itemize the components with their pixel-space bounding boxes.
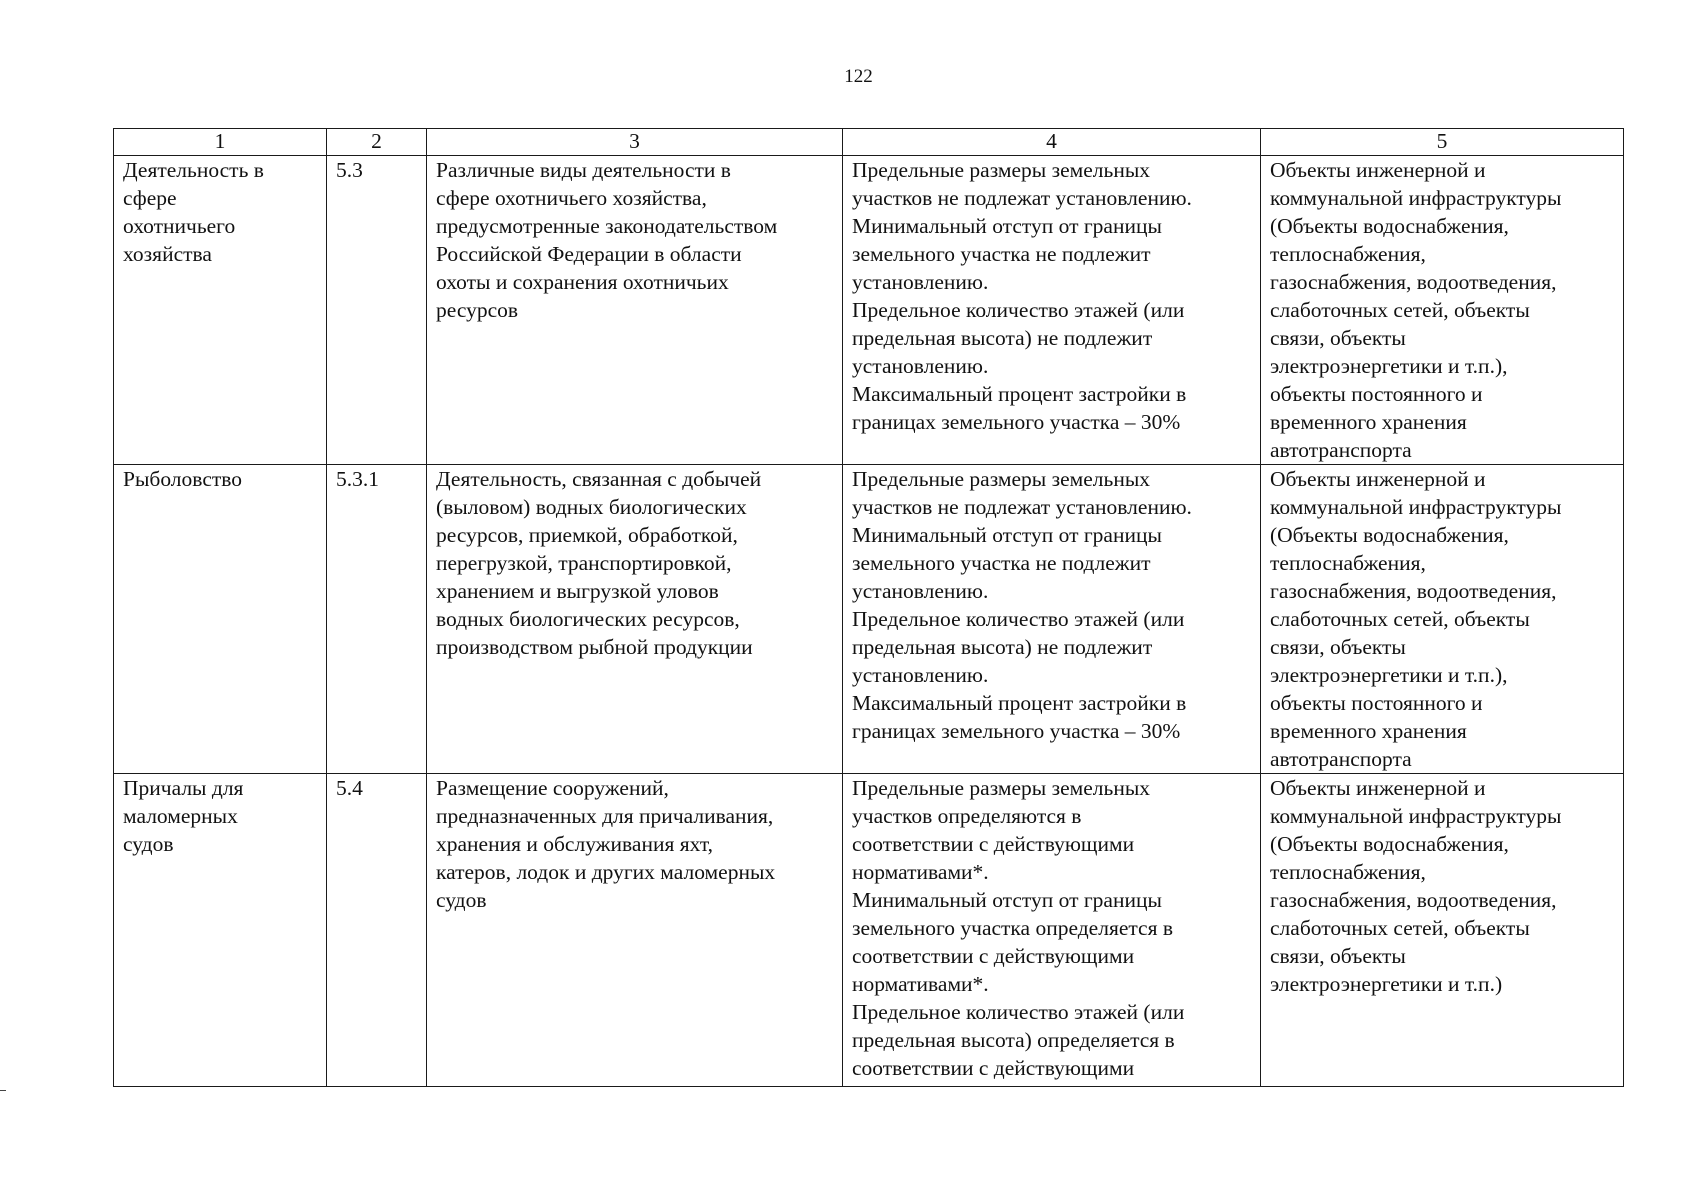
use-name-cell: Причалы для маломерных судов <box>114 774 327 1087</box>
use-name-cell: Рыболовство <box>114 465 327 774</box>
table-row <box>114 465 1624 774</box>
column-header-2: 2 <box>327 129 427 156</box>
use-name-cell: Деятельность в сфере охотничьего хозяйства <box>114 156 327 465</box>
auxiliary-uses-cell: Объекты инженерной и коммунальной инфраструктуры (Объекты водоснабжения, теплоснабжения, газоснабжения, водоотведения, слаботочных сетей, объекты связи, объекты электроэнергетики и т.п.) <box>1261 774 1624 1087</box>
use-code-cell: 5.4 <box>327 774 427 1087</box>
parameters-cell: Предельные размеры земельных участков не подлежат установлению. Минимальный отступ от границы земельного участка не подлежит установлению. Предельное количество этажей (или предельная высота) не подлежит установлению. Максимальный процент застройки в границах земельного участка – 30% <box>843 465 1261 774</box>
column-header-4: 4 <box>843 129 1261 156</box>
land-use-table <box>113 128 1624 1087</box>
table-header-row <box>114 129 1624 156</box>
use-description-cell: Размещение сооружений, предназначенных для причаливания, хранения и обслуживания яхт, катеров, лодок и других маломерных судов <box>427 774 843 1087</box>
column-header-1: 1 <box>114 129 327 156</box>
auxiliary-uses-cell: Объекты инженерной и коммунальной инфраструктуры (Объекты водоснабжения, теплоснабжения, газоснабжения, водоотведения, слаботочных сетей, объекты связи, объекты электроэнергетики и т.п.), объекты постоянного и временного хранения автотранспорта <box>1261 156 1624 465</box>
table-row <box>114 774 1624 1087</box>
table-row <box>114 156 1624 465</box>
use-description-cell: Деятельность, связанная с добычей (выловом) водных биологических ресурсов, приемкой, обработкой, перегрузкой, транспортировкой, хранением и выгрузкой уловов водных биологических ресурсов, производством рыбной продукции <box>427 465 843 774</box>
column-header-3: 3 <box>427 129 843 156</box>
use-description-cell: Различные виды деятельности в сфере охотничьего хозяйства, предусмотренные законодательством Российской Федерации в области охоты и сохранения охотничьих ресурсов <box>427 156 843 465</box>
page-number: 122 <box>844 66 873 87</box>
scan-edge-mark <box>0 1090 6 1091</box>
column-header-5: 5 <box>1261 129 1624 156</box>
parameters-cell: Предельные размеры земельных участков не подлежат установлению. Минимальный отступ от границы земельного участка не подлежит установлению. Предельное количество этажей (или предельная высота) не подлежит установлению. Максимальный процент застройки в границах земельного участка – 30% <box>843 156 1261 465</box>
parameters-cell: Предельные размеры земельных участков определяются в соответствии с действующими нормативами*. Минимальный отступ от границы земельного участка определяется в соответствии с действующими нормативами*. Предельное количество этажей (или предельная высота) определяется в соответствии с действующими <box>843 774 1261 1087</box>
use-code-cell: 5.3 <box>327 156 427 465</box>
auxiliary-uses-cell: Объекты инженерной и коммунальной инфраструктуры (Объекты водоснабжения, теплоснабжения, газоснабжения, водоотведения, слаботочных сетей, объекты связи, объекты электроэнергетики и т.п.), объекты постоянного и временного хранения автотранспорта <box>1261 465 1624 774</box>
use-code-cell: 5.3.1 <box>327 465 427 774</box>
